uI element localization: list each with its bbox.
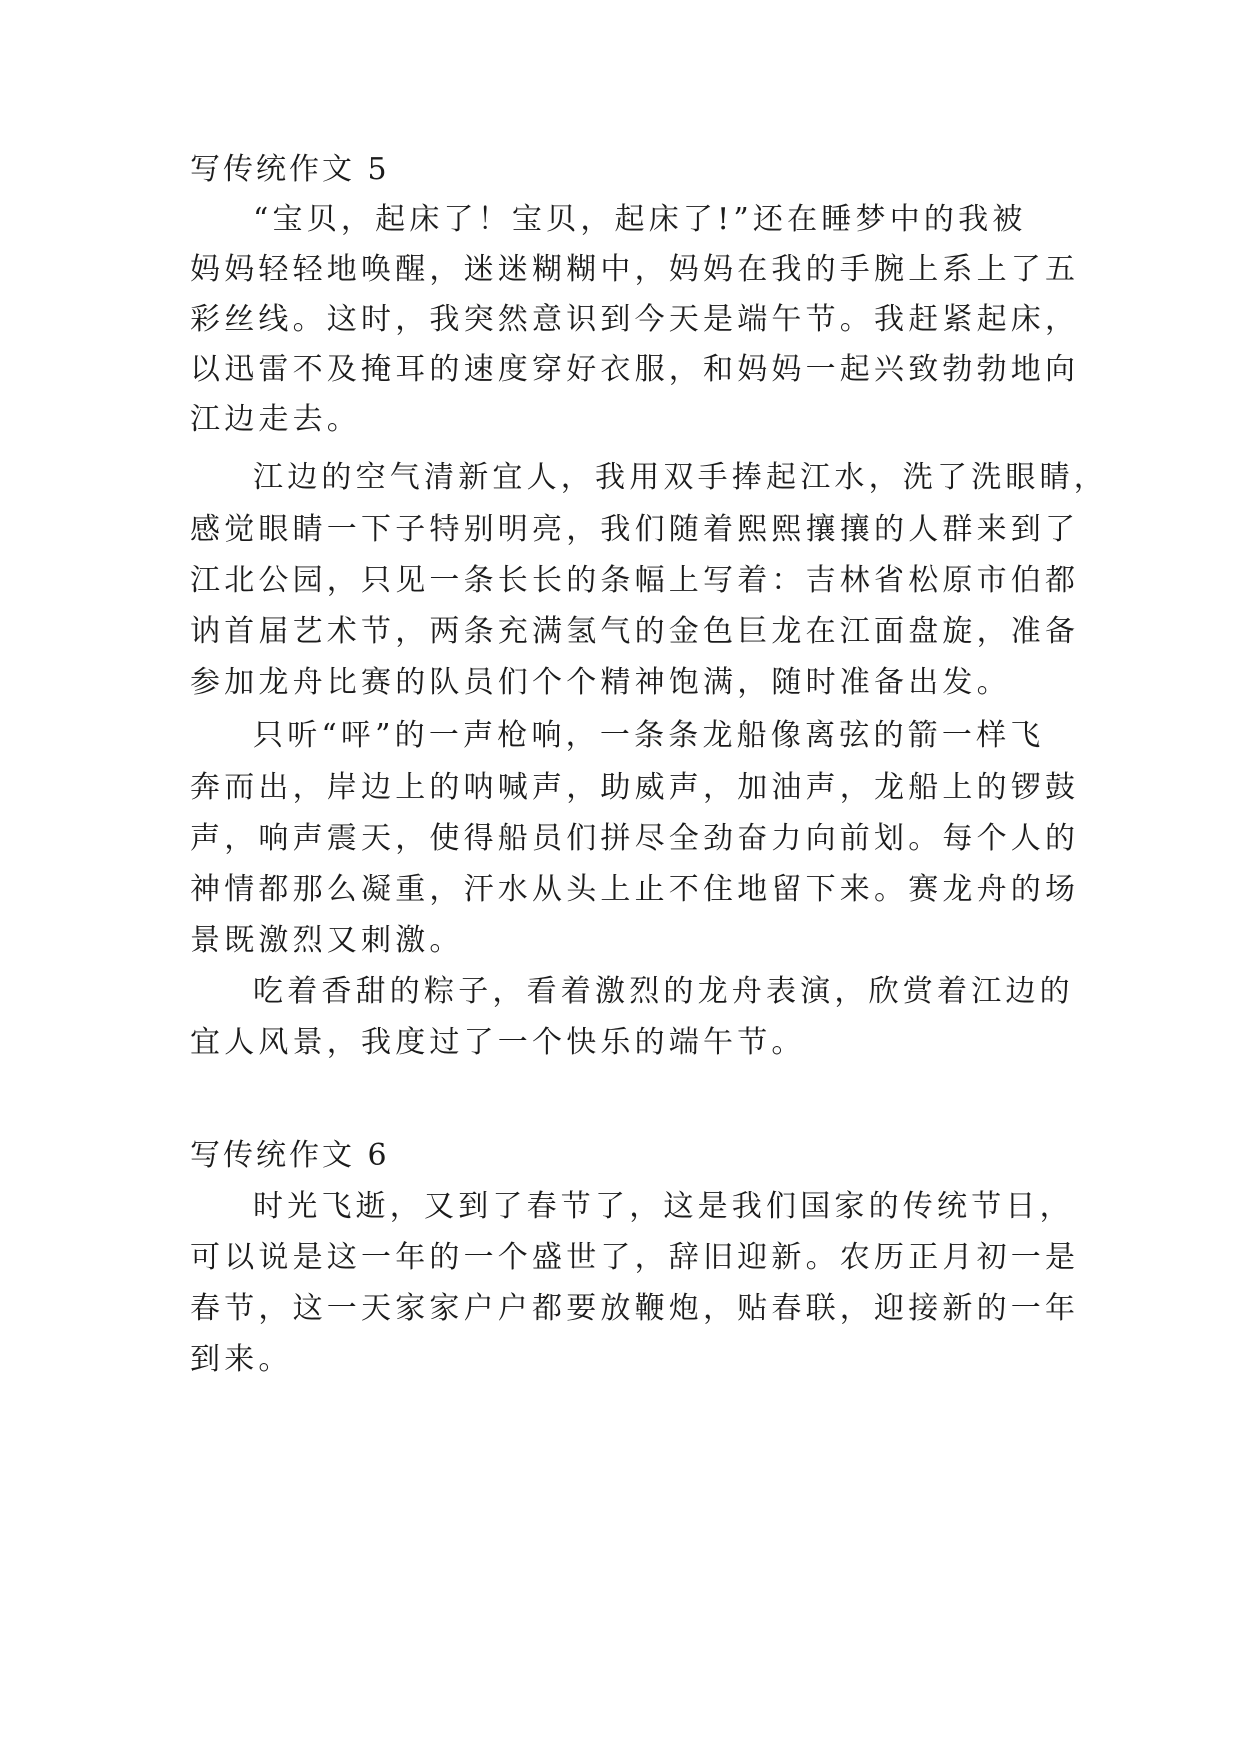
text-line: 江边的空气清新宜人，我用双手捧起江水，洗了洗眼睛，	[253, 460, 1108, 495]
text-line: 到来。	[190, 1342, 293, 1377]
text-line: 可以说是这一年的一个盛世了，辞旧迎新。农历正月初一是	[190, 1240, 1080, 1275]
text-line: 江边走去。	[190, 402, 361, 437]
text-line: 时光飞逝，又到了春节了，这是我们国家的传统节日，	[253, 1189, 1074, 1224]
text-line: 宜人风景，我度过了一个快乐的端午节。	[190, 1025, 806, 1060]
text-line: 妈妈轻轻地唤醒，迷迷糊糊中，妈妈在我的手腕上系上了五	[190, 252, 1080, 287]
essay-title: 写传统作文 5	[190, 152, 390, 187]
text-line: 奔而出，岸边上的呐喊声，助威声，加油声，龙船上的锣鼓	[190, 770, 1080, 805]
text-line: 彩丝线。这时，我突然意识到今天是端午节。我赶紧起床，	[190, 302, 1080, 337]
text-line: 以迅雷不及掩耳的速度穿好衣服，和妈妈一起兴致勃勃地向	[190, 352, 1080, 387]
text-line: 江北公园，只见一条长长的条幅上写着：吉林省松原市伯都	[190, 563, 1080, 598]
text-line: 春节，这一天家家户户都要放鞭炮，贴春联，迎接新的一年	[190, 1291, 1080, 1326]
text-line: 参加龙舟比赛的队员们个个精神饱满，随时准备出发。	[190, 665, 1011, 700]
text-line: 感觉眼睛一下子特别明亮，我们随着熙熙攘攘的人群来到了	[190, 512, 1080, 547]
text-line: 景既激烈又刺激。	[190, 923, 464, 958]
text-line: “宝贝，起床了！宝贝，起床了!”还在睡梦中的我被	[253, 202, 1027, 237]
text-line: 吃着香甜的粽子，看着激烈的龙舟表演，欣赏着江边的	[253, 974, 1074, 1009]
text-line: 声，响声震天，使得船员们拼尽全劲奋力向前划。每个人的	[190, 821, 1080, 856]
text-line: 神情都那么凝重，汗水从头上止不住地留下来。赛龙舟的场	[190, 872, 1080, 907]
essay-title: 写传统作文 6	[190, 1138, 390, 1173]
text-line: 讷首届艺术节，两条充满氢气的金色巨龙在江面盘旋，准备	[190, 614, 1080, 649]
text-line: 只听“呯”的一声枪响，一条条龙船像离弦的箭一样飞	[253, 718, 1045, 753]
